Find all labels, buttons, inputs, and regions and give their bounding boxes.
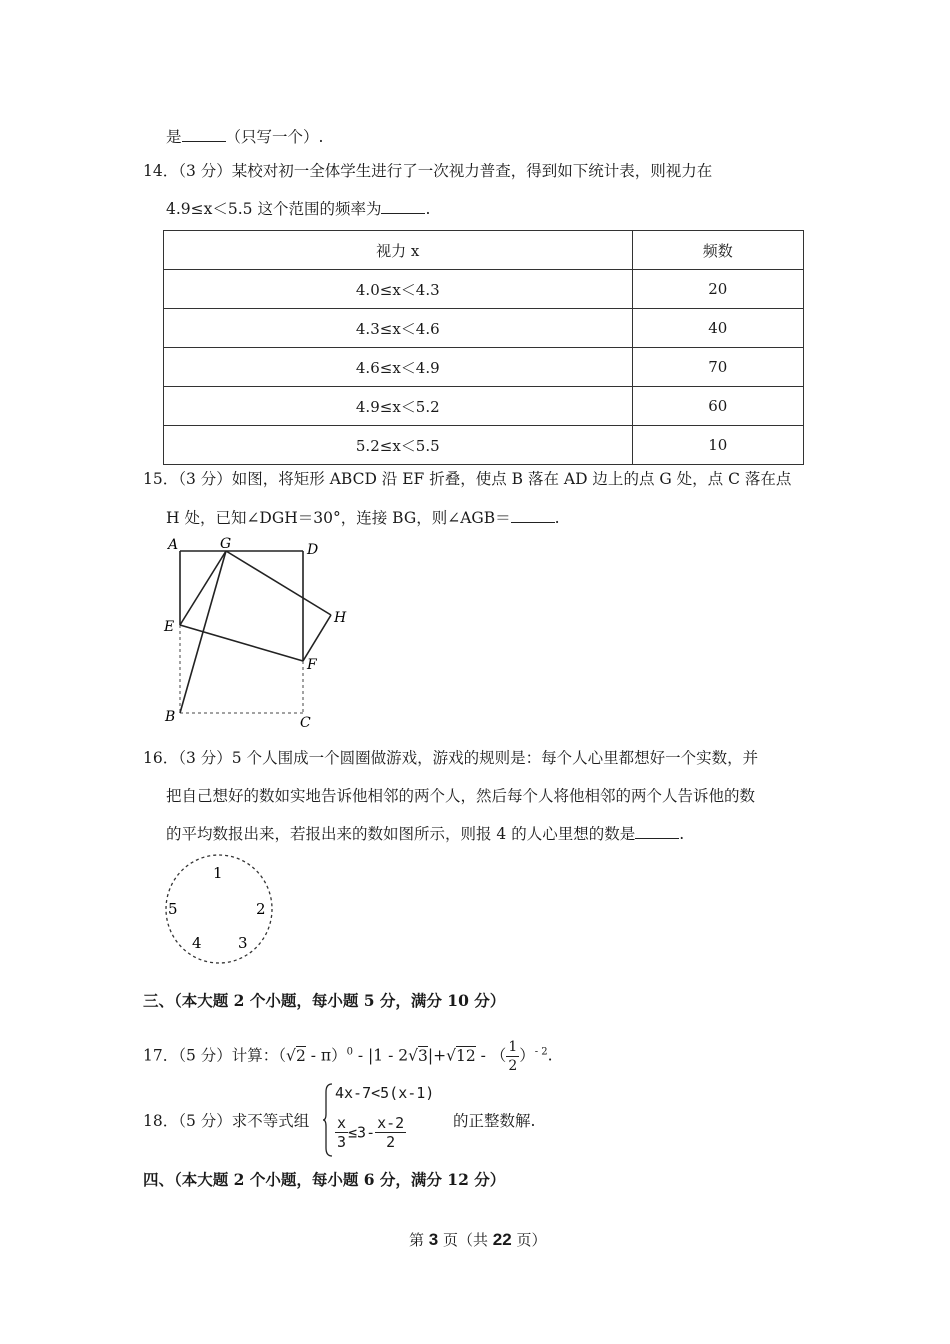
number-circle-figure (160, 853, 280, 969)
table-cell: 4.6≤x＜4.9 (164, 348, 633, 387)
inequality-1: 4x-7<5(x-1) (335, 1084, 435, 1102)
table-cell: 10 (632, 426, 803, 465)
q16-line1: 16．（3 分）5 个人围成一个圆圈做游戏，游戏的规则是：每个人心里都想好一个实数，并 (143, 749, 759, 767)
inequality-system (323, 1082, 447, 1158)
label-G: G (220, 536, 232, 552)
q17: 17．（5 分）计算：（√2 - π）$^0$ - |1 - 2√3|+√12 - （ $\frac{1}{2}$ ）$^{- 2}$. (143, 1039, 553, 1074)
table-cell: 4.9≤x＜5.2 (164, 387, 633, 426)
answer-blank (511, 507, 555, 523)
table-cell: 4.3≤x＜4.6 (164, 309, 633, 348)
table-row (164, 309, 804, 348)
segment-EG (180, 551, 226, 625)
fold-line-EF (180, 625, 303, 661)
q16-line2: 把自己想好的数如实地告诉他相邻的两个人，然后每个人将他相邻的两个人告诉他的数 (166, 787, 756, 805)
answer-blank (381, 198, 425, 214)
table-cell: 70 (632, 348, 803, 387)
table-cell: 5.2≤x＜5.5 (164, 426, 633, 465)
inequality-2: $\frac{x}{3}$ ≤3- $\frac{x-2}{2}$ (337, 1114, 405, 1151)
segment-BG (180, 551, 226, 713)
circle-number: 3 (238, 934, 248, 952)
fraction-x-minus-2-over-2: $\frac{x-2}{2}$ (377, 1114, 405, 1151)
section-3-title: 三、（本大题 2 个小题，每小题 5 分，满分 10 分） (143, 991, 506, 1010)
label-B: B (165, 709, 176, 725)
answer-blank (635, 823, 679, 839)
table-header-row (164, 231, 804, 270)
label-D: D (307, 542, 319, 558)
fraction-x-over-3: $\frac{x}{3}$ (337, 1114, 347, 1151)
answer-blank (182, 126, 226, 142)
section-4-title: 四、（本大题 2 个小题，每小题 6 分，满分 12 分） (143, 1170, 506, 1189)
sqrt-sign: √ (446, 1046, 456, 1065)
vision-table (163, 230, 804, 465)
table-row (164, 270, 804, 309)
label-H: H (334, 610, 347, 626)
q18-label: 18．（5 分）求不等式组 (143, 1112, 310, 1130)
label-A: A (168, 537, 179, 553)
sqrt-sign: √ (286, 1046, 296, 1065)
q14-line1: 14．（3 分）某校对初一全体学生进行了一次视力普查，得到如下统计表，则视力在 (143, 162, 713, 180)
circle-number: 1 (213, 864, 223, 882)
q15-line1: 15．（3 分）如图，将矩形 ABCD 沿 EF 折叠，使点 B 落在 AD 边上的点 G 处，点 C 落在点 (143, 470, 792, 488)
page-footer: 第 3 页（共 22 页） (409, 1230, 547, 1249)
label-C: C (300, 715, 311, 731)
label-F: F (307, 657, 317, 673)
table-cell: 20 (632, 270, 803, 309)
table-header: 频数 (632, 231, 803, 270)
q15-line2: H 处，已知∠DGH＝30°，连接 BG，则∠AGB＝ . (166, 509, 560, 527)
circle-number: 4 (192, 934, 202, 952)
table-row (164, 426, 804, 465)
table-cell: 60 (632, 387, 803, 426)
q13-tail: 是 （只写一个）. (166, 128, 324, 146)
circle-number: 5 (168, 900, 178, 918)
label-E: E (164, 619, 175, 635)
table-cell: 40 (632, 309, 803, 348)
sqrt-sign: √ (408, 1046, 418, 1065)
table-row (164, 387, 804, 426)
table-header: 视力 x (164, 231, 633, 270)
brace-icon (323, 1082, 333, 1158)
segment-GH (226, 551, 331, 615)
q14-line2: 4.9≤x＜5.5 这个范围的频率为 . (166, 200, 431, 218)
table-cell: 4.0≤x＜4.3 (164, 270, 633, 309)
q16-line3: 的平均数报出来，若报出来的数如图所示，则报 4 的人心里想的数是 . (166, 825, 685, 843)
segment-HF (303, 615, 331, 661)
fraction-half: $\frac{1}{2}$ (508, 1039, 518, 1074)
fold-rectangle-figure (160, 535, 360, 735)
q18-suffix: 的正整数解. (453, 1112, 536, 1130)
table-row (164, 348, 804, 387)
circle-number: 2 (256, 900, 266, 918)
